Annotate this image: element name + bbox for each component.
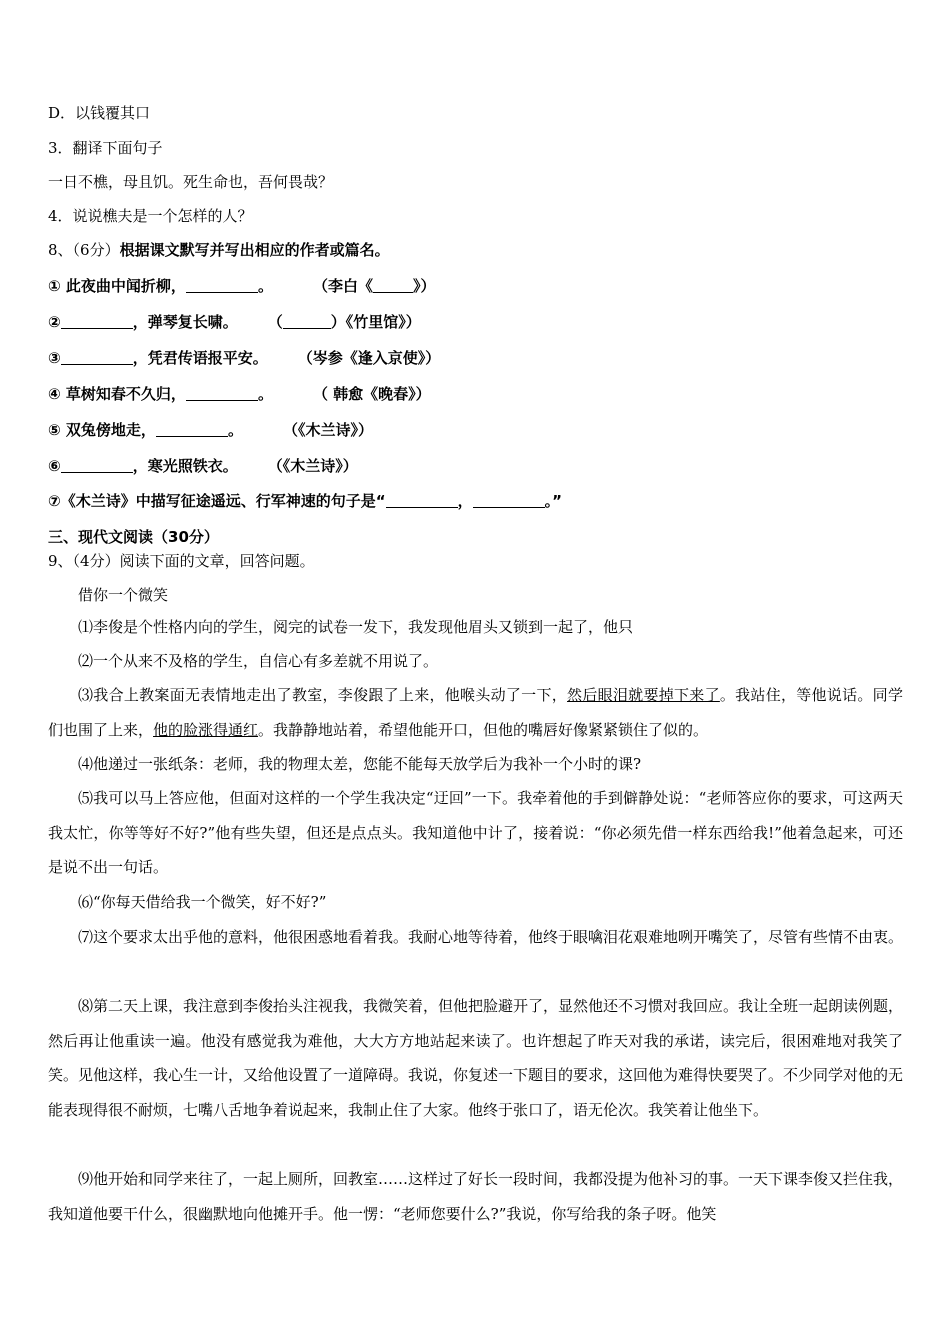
underlined-phrase-1: 然后眼泪就要掉下来了 <box>567 686 720 704</box>
answer-blank[interactable] <box>386 493 458 508</box>
question-8-instruction: 根据课文默写并写出相应的作者或篇名。 <box>119 241 390 259</box>
dictation-line-1: ① 此夜曲中闻折柳， 。 （李白《 》） <box>48 277 436 295</box>
question-8-score: 8、（6分） <box>48 241 120 259</box>
answer-blank[interactable] <box>156 422 228 437</box>
article-title: 借你一个微笑 <box>78 586 169 604</box>
question-3-sentence: 一日不樵，母且饥。死生命也，吾何畏哉？ <box>48 173 334 191</box>
question-3: 3．翻译下面句子 <box>48 139 163 157</box>
question-8-heading <box>48 240 390 260</box>
article-paragraph-8: ⑻第二天上课，我注意到李俊抬头注视我，我微笑着，但他把脸避开了，显然他还不习惯对我回应。我让全班一起朗读例题，然后再让他重读一遍。他没有感觉我为难他，大大方方地站起来读了。也许想起了昨天对我的承诺，读完后，很困难地对我笑了笑。见他这样，我心生一计，又给他设置了一道障碍。我说，你复述一下题目的要求，这回他为难得快要哭了。不少同学对他的无能表现得很不耐烦，七嘴八舌地争着说起来，我制止住了大家。他终于张口了，语无伦次。我笑着让他坐下。 <box>48 997 904 1119</box>
question-9: 9、（4分）阅读下面的文章，回答问题。 <box>48 552 315 570</box>
answer-blank[interactable] <box>61 458 133 473</box>
answer-blank[interactable] <box>473 493 545 508</box>
answer-blank[interactable] <box>61 350 133 365</box>
dictation-line-3: ③ ，凭君传语报平安。 （岑参《逢入京使》） <box>48 349 441 367</box>
underlined-phrase-2: 他的脸涨得通红 <box>153 720 259 739</box>
answer-blank[interactable] <box>186 278 258 293</box>
dictation-line-4: ④ 草树知春不久归， 。 （ 韩愈《晚春》） <box>48 385 431 403</box>
section-3-heading: 三、现代文阅读（30分） <box>48 528 219 546</box>
dictation-line-6: ⑥ ，寒光照铁衣。 （《木兰诗》） <box>48 457 358 475</box>
dictation-line-7: ⑦《木兰诗》中描写征途遥远、行军神速的句子是“ ， 。” <box>48 492 562 510</box>
answer-blank[interactable] <box>283 314 331 329</box>
article-paragraph-3: ⑶我合上教案面无表情地走出了教室，李俊跟了上来，他喉头动了一下，然后眼泪就要掉下来了。我站住，等他说话。同学们也围了上来，他的脸涨得通红。我静静地站着，希望他能开口，但他的嘴唇好像紧紧锁住了似的。 <box>48 686 903 739</box>
answer-blank[interactable] <box>373 278 413 293</box>
article-paragraph-6: ⑹“你每天借给我一个微笑，好不好?” <box>78 893 327 911</box>
answer-blank[interactable] <box>61 314 133 329</box>
dictation-line-5: ⑤ 双兔傍地走， 。 （《木兰诗》） <box>48 421 373 439</box>
article-paragraph-4: ⑷他递过一张纸条：老师，我的物理太差，您能不能每天放学后为我补一个小时的课? <box>78 755 642 773</box>
option-d: D．以钱覆其口 <box>48 104 151 122</box>
question-4: 4．说说樵夫是一个怎样的人？ <box>48 207 253 225</box>
article-paragraph-9: ⑼他开始和同学来往了，一起上厕所，回教室……这样过了好长一段时间，我都没提为他补习的事。一天下课李俊又拦住我，我知道他要干什么，很幽默地向他摊开手。他一愣：“老师您要什么?”我说，你写给我的条子呀。他笑 <box>48 1170 904 1223</box>
article-paragraph-1: ⑴李俊是个性格内向的学生，阅完的试卷一发下，我发现他眉头又锁到一起了，他只 <box>78 618 634 636</box>
article-paragraph-2: ⑵一个从来不及格的学生，自信心有多差就不用说了。 <box>78 652 439 670</box>
article-paragraph-5: ⑸我可以马上答应他，但面对这样的一个学生我决定“迂回”一下。我牵着他的手到僻静处说：“老师答应你的要求，可这两天我太忙，你等等好不好?”他有些失望，但还是点点头。我知道他中计了，接着说：“你必须先借一样东西给我!”他着急起来，可还是说不出一句话。 <box>48 789 903 876</box>
answer-blank[interactable] <box>186 386 258 401</box>
article-paragraph-7: ⑺这个要求太出乎他的意料，他很困惑地看着我。我耐心地等待着，他终于眼噙泪花艰难地咧开嘴笑了，尽管有些情不由衷。 <box>78 928 904 946</box>
dictation-line-2: ② ，弹琴复长啸。 （ ）《竹里馆》） <box>48 313 421 331</box>
